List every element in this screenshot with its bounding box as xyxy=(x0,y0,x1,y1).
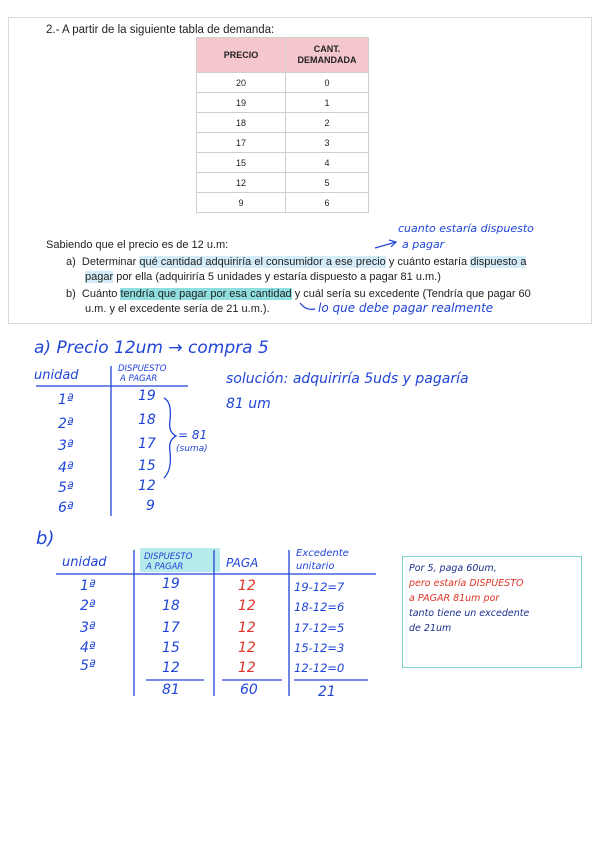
part-a-col-willing-1: DISPUESTO xyxy=(118,364,167,374)
part-b-willing: 18 xyxy=(162,598,180,614)
part-b-pays: 12 xyxy=(238,620,256,636)
part-b-unit: 3ª xyxy=(80,620,96,636)
table-row: 20 0 xyxy=(197,73,369,93)
part-b-pays: 12 xyxy=(238,598,256,614)
table-row: 15 4 xyxy=(197,153,369,173)
header-price: PRECIO xyxy=(197,38,286,73)
highlight-quantity: qué cantidad adquiriría el consumidor a ese precio xyxy=(139,256,386,268)
part-a-unit: 2ª xyxy=(58,416,74,432)
annotation-must-pay: lo que debe pagar realmente xyxy=(318,301,494,315)
part-a-col-unit: unidad xyxy=(34,368,79,383)
item-a-marker: a) xyxy=(66,256,76,268)
part-b-unit: 1ª xyxy=(80,578,96,594)
part-a-heading: a) Precio 12um → compra 5 xyxy=(34,338,269,358)
part-b-surplus: 18-12=6 xyxy=(294,600,345,614)
part-b-willing: 17 xyxy=(162,620,180,636)
highlight-willing: dispuesto a xyxy=(470,256,527,268)
item-b-line2: u.m. y el excedente sería de 21 u.m.). xyxy=(85,303,270,315)
part-b-col-willing-1: DISPUESTO xyxy=(144,552,193,562)
item-b-marker: b) xyxy=(66,288,76,300)
part-b-surplus: 19-12=7 xyxy=(294,580,345,594)
part-b-unit: 4ª xyxy=(80,640,96,656)
table-row: 9 6 xyxy=(197,193,369,213)
part-a-unit: 4ª xyxy=(58,460,74,476)
part-a-solution-2: 81 um xyxy=(226,396,271,412)
part-a-value: 19 xyxy=(138,388,156,404)
part-b-pays: 12 xyxy=(238,640,256,656)
part-a-value: 12 xyxy=(138,478,156,494)
part-b-total-willing: 81 xyxy=(162,682,180,698)
part-b-pays: 12 xyxy=(238,660,256,676)
part-a-value: 15 xyxy=(138,458,156,474)
part-a-unit: 3ª xyxy=(58,438,74,454)
part-b-willing: 12 xyxy=(162,660,180,676)
part-b-surplus: 15-12=3 xyxy=(294,641,345,655)
item-a-line1: a) Determinar qué cantidad adquiriría el consumidor a ese precio y cuánto estaría dispuesto a xyxy=(66,256,527,268)
part-a-value: 9 xyxy=(146,498,155,514)
annotation-willing-2: a pagar xyxy=(402,238,445,251)
header-quantity: CANT. DEMANDADA xyxy=(286,38,369,73)
part-b-surplus: 17-12=5 xyxy=(294,621,345,635)
part-b-conclusion-note: Por 5, paga 60um, pero estaría DISPUESTO a PAGAR 81um por tanto tiene un excedente de 21um xyxy=(402,556,582,668)
part-a-sum-note: (suma) xyxy=(176,444,208,454)
table-row: 12 5 xyxy=(197,173,369,193)
table-row: 17 3 xyxy=(197,133,369,153)
part-b-unit: 2ª xyxy=(80,598,96,614)
item-b-line1: b) Cuánto tendría que pagar por esa cantidad y cuál sería su excedente (Tendría que pagar 60 xyxy=(66,288,531,300)
table-row: 19 1 xyxy=(197,93,369,113)
part-b-total-surplus: 21 xyxy=(318,684,336,700)
part-a-unit: 6ª xyxy=(58,500,74,516)
highlight-pay: tendría que pagar por esa cantidad xyxy=(120,288,292,300)
part-b-col-surplus-1: Excedente xyxy=(296,548,349,559)
table-row: 18 2 xyxy=(197,113,369,133)
part-a-col-willing-2: A PAGAR xyxy=(120,374,158,384)
part-b-total-pays: 60 xyxy=(240,682,258,698)
part-a-value: 18 xyxy=(138,412,156,428)
part-a-unit: 1ª xyxy=(58,392,74,408)
part-b-col-pays: PAGA xyxy=(226,556,259,570)
part-a-unit: 5ª xyxy=(58,480,74,496)
part-b-col-willing-2: A PAGAR xyxy=(146,562,184,572)
part-b-pays: 12 xyxy=(238,578,256,594)
annotation-willing-1: cuanto estaría dispuesto xyxy=(398,222,534,235)
item-a-line2: pagar por ella (adquiriría 5 unidades y estaría dispuesto a pagar 81 u.m.) xyxy=(85,271,441,283)
exercise-title: 2.- A partir de la siguiente tabla de demanda: xyxy=(46,24,275,36)
part-b-col-surplus-2: unitario xyxy=(296,561,335,572)
part-b-col-unit: unidad xyxy=(62,555,107,570)
part-b-willing: 19 xyxy=(162,576,180,592)
part-a-solution-1: solución: adquiriría 5uds y pagaría xyxy=(226,371,469,387)
intro-text: Sabiendo que el precio es de 12 u.m: xyxy=(46,239,229,251)
part-a-sum: = 81 xyxy=(178,428,208,442)
part-b-surplus: 12-12=0 xyxy=(294,661,345,675)
part-a-value: 17 xyxy=(138,436,156,452)
part-b-heading: b) xyxy=(36,528,55,549)
part-b-unit: 5ª xyxy=(80,658,96,674)
part-b-willing: 15 xyxy=(162,640,180,656)
